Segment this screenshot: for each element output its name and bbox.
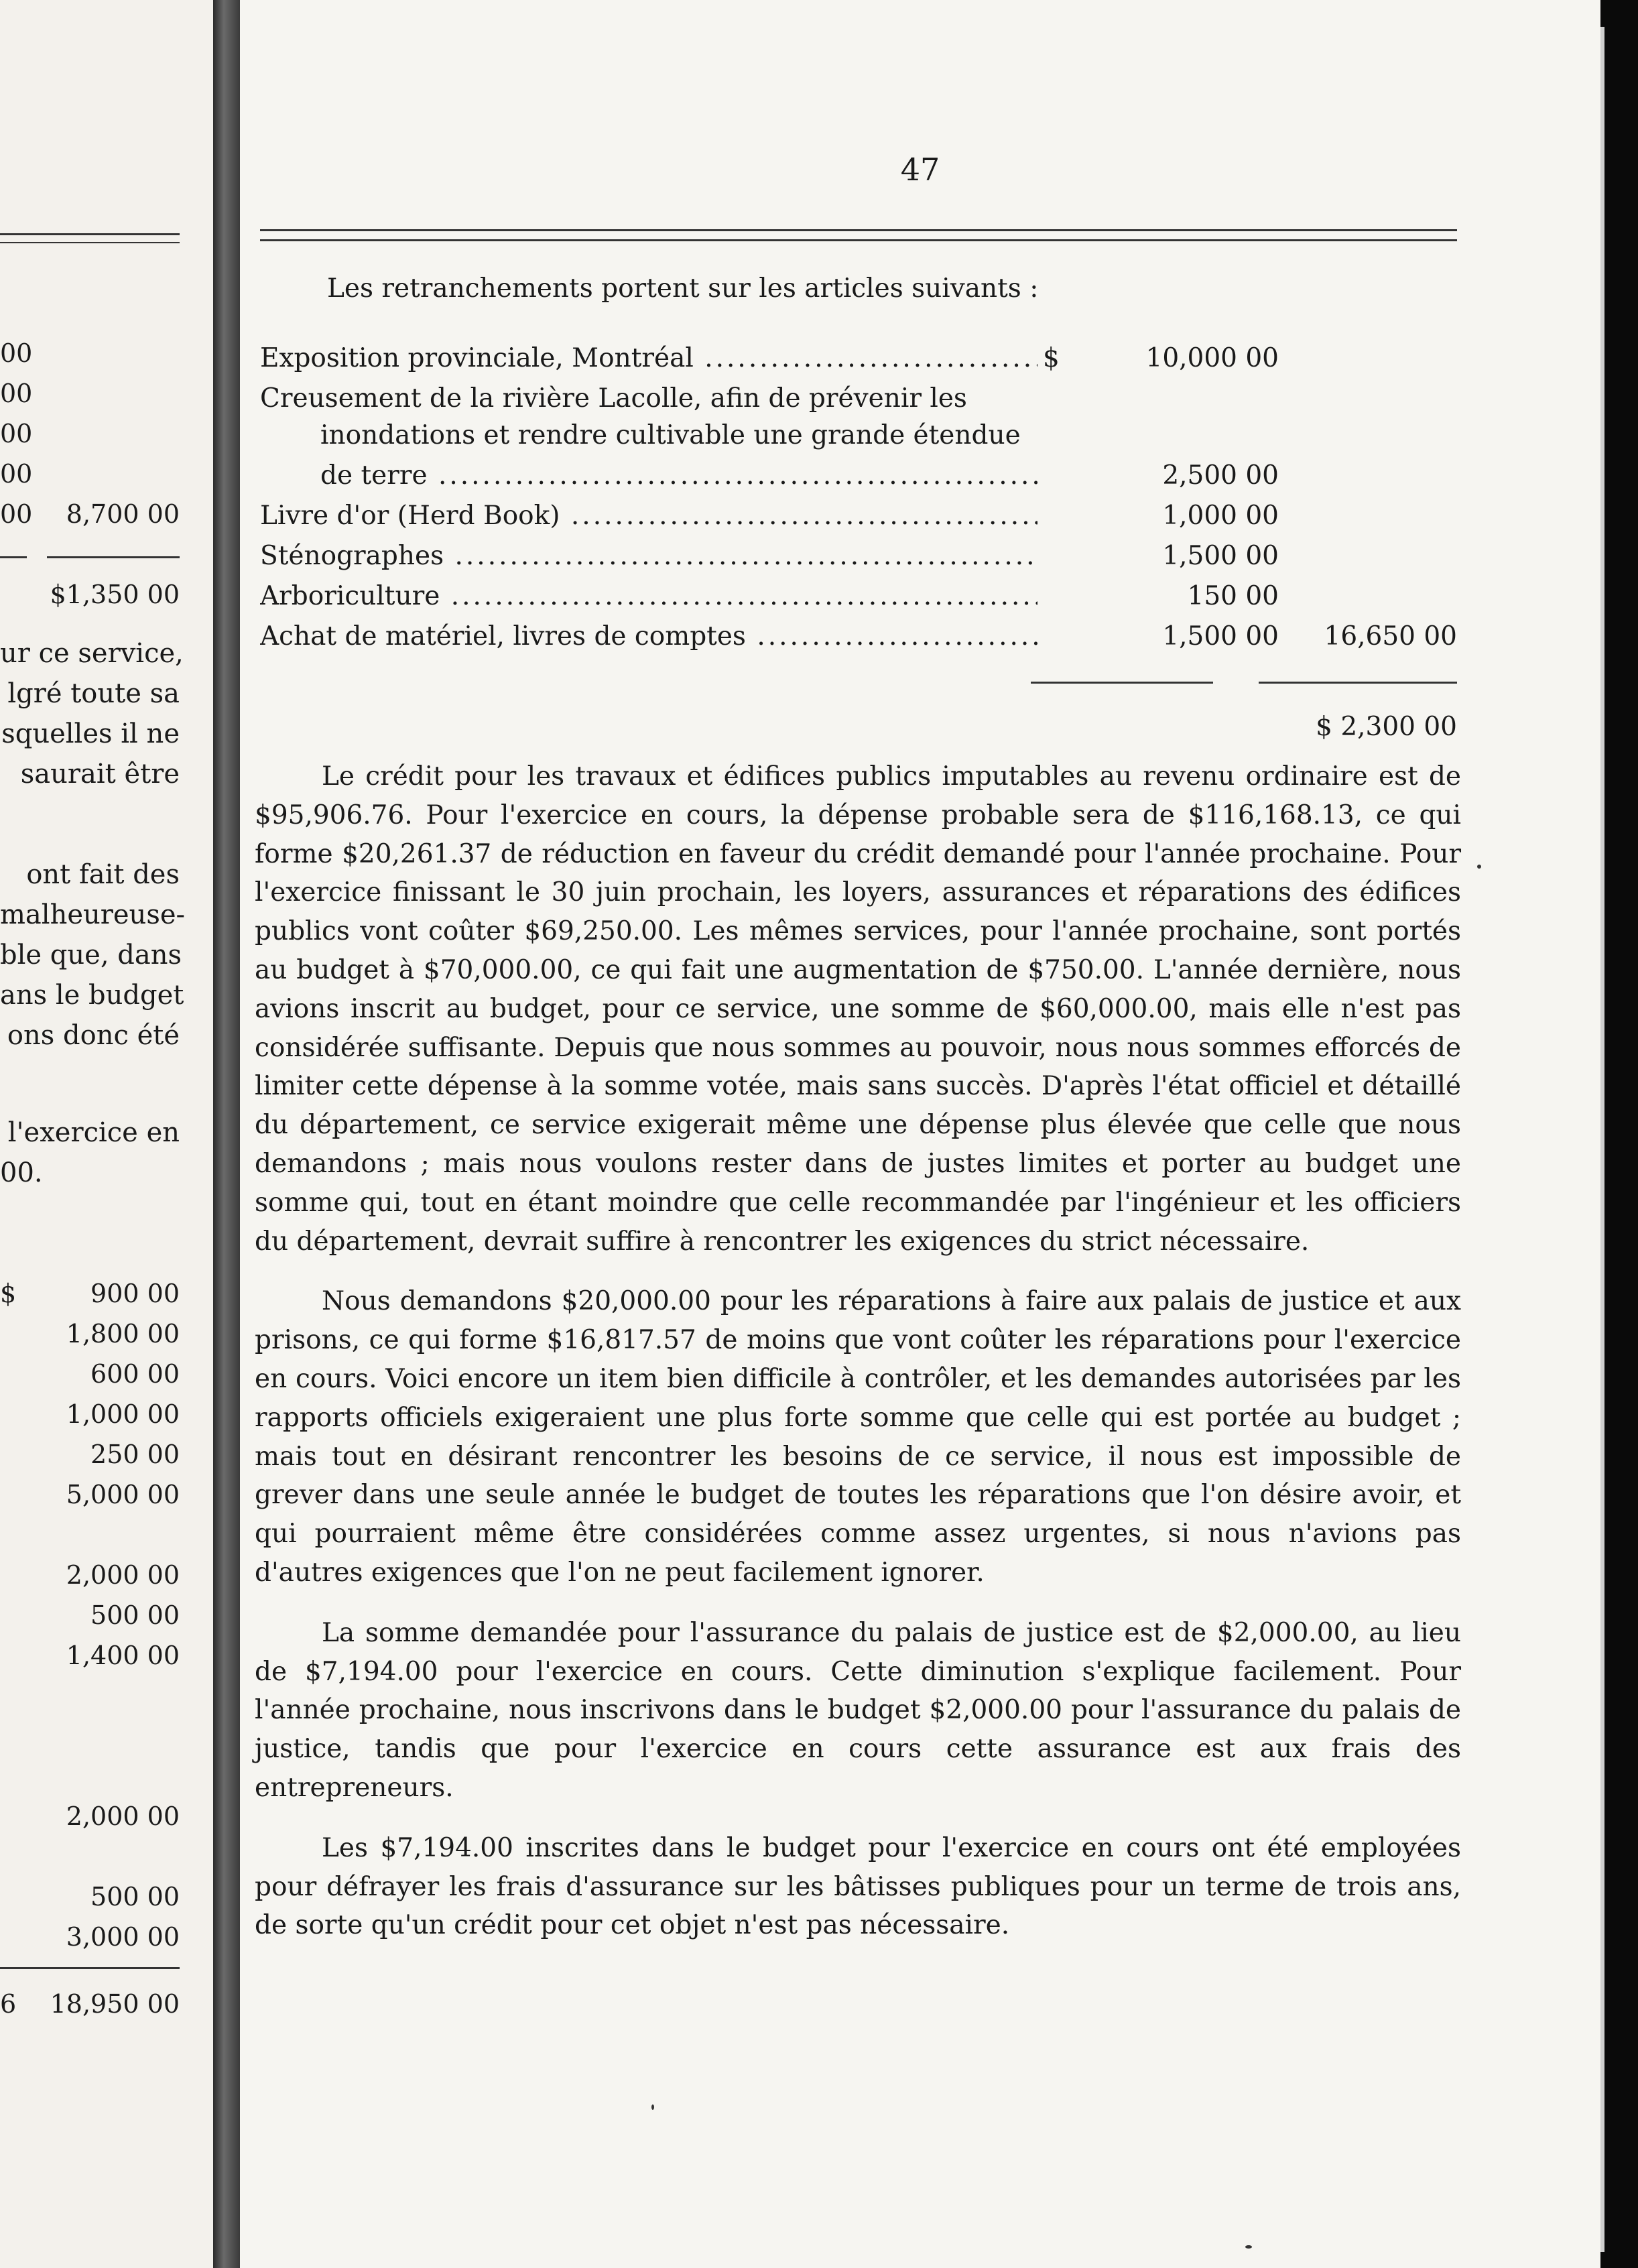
previous-page-fragment [0, 0, 213, 2268]
left-list-amount: 1,000 00 [66, 1399, 180, 1429]
left-grand-total-row [0, 1987, 180, 2021]
left-list-row [0, 1478, 180, 1511]
item-dollar: $ [1043, 343, 1060, 373]
left-amount-row [0, 336, 180, 370]
scan-right-margin [1600, 0, 1638, 2268]
item-row [260, 416, 1457, 456]
item-row [260, 379, 1457, 419]
left-list-row [0, 1598, 180, 1632]
item-label: Creusement de la rivière Lacolle, afin de prévenir les [260, 383, 967, 414]
header-rule-left [0, 233, 180, 243]
item-label: Livre d'or (Herd Book) ..... [260, 496, 1037, 536]
left-total: $1,350 00 [50, 580, 180, 609]
item-amount: 1,000 00 [1162, 501, 1279, 531]
left-amount: 00 [0, 419, 33, 448]
left-list-row [0, 1880, 180, 1913]
left-text-line: ans le budget [0, 980, 184, 1011]
left-grand-total: 18,950 00 [50, 1989, 180, 2019]
scan-speck [651, 2104, 654, 2110]
left-list-row [0, 1920, 180, 1954]
left-amount-row [0, 497, 180, 531]
item-amount: 1,500 00 [1162, 621, 1279, 651]
left-amount: 00 [0, 499, 33, 529]
left-amount: 00 [0, 459, 33, 489]
item-row [260, 338, 1457, 379]
left-text-line: ont fait des [26, 859, 180, 890]
scan-speck [1245, 2245, 1252, 2249]
scan-speck [1477, 865, 1481, 869]
left-list-amount: 500 00 [90, 1600, 180, 1630]
left-grand-prefix: 6 [0, 1989, 17, 2019]
intro-line: Les retranchements portent sur les articles suivants : [327, 273, 1039, 304]
left-text-line: 00. [0, 1157, 43, 1188]
left-rule [0, 1967, 180, 1969]
paragraph: La somme demandée pour l'assurance du palais de justice est de $2,000.00, au lieu de $7,194.00 pour l'exercice en cours. Cette diminution s'explique facilement. Pour l'année prochaine, nous inscrivons dans le budget $2,000.00 pour l'assurance du palais de justice, tandis que pour l'exercice en cours cette assurance est aux frais des entrepreneurs. [255, 1617, 1461, 1803]
left-list-amount: 900 00 [90, 1279, 180, 1308]
left-list-row [0, 1277, 180, 1310]
body-text [255, 757, 1461, 1966]
left-text-line: ble que, dans [0, 940, 182, 970]
left-list-amount: 5,000 00 [66, 1480, 180, 1509]
item-row [260, 576, 1457, 617]
items-total: 16,650 00 [1324, 621, 1457, 651]
left-list-row [0, 1639, 180, 1672]
item-amount: 10,000 00 [1145, 343, 1279, 373]
left-subtotal: 8,700 00 [66, 499, 180, 529]
left-list-amount: 500 00 [90, 1882, 180, 1911]
main-page [240, 0, 1600, 2268]
item-label: Sténographes ..... [260, 536, 1037, 576]
left-text-line: malheureuse- [0, 899, 186, 930]
left-amount: 00 [0, 379, 33, 408]
page-number: 47 [900, 151, 940, 188]
left-amount-row [0, 377, 180, 410]
left-text-line: saurait être [20, 759, 180, 790]
amount-rule [1031, 682, 1213, 684]
net-total: $ 2,300 00 [1316, 712, 1457, 742]
left-list-row [0, 1438, 180, 1471]
left-list-amount: 2,000 00 [66, 1802, 180, 1831]
left-amount-row [0, 457, 180, 491]
item-label: de terre ..... [320, 456, 1037, 496]
left-list-row [0, 1558, 180, 1592]
page-edge [1600, 27, 1604, 2252]
left-text-line: l'exercice en [7, 1117, 180, 1148]
left-list-amount: 3,000 00 [66, 1922, 180, 1952]
left-text-line: lgré toute sa [7, 678, 180, 709]
left-list-amount: 2,000 00 [66, 1560, 180, 1590]
total-rule [1259, 682, 1457, 684]
left-list-row [0, 1800, 180, 1833]
paragraph: Nous demandons $20,000.00 pour les réparations à faire aux palais de justice et aux prisons, ce qui forme $16,817.57 de moins que vont coûter les réparations pour l'exercice en cours. Voici encore un item bien difficile à contrôler, et les demandes autorisées par les rapports officiels exigeraient une plus forte somme que celle qui est portée au budget ; mais tout en désirant rencontrer les besoins de ce service, il nous est impossible de grever dans une seule année le budget de toutes les réparations que l'on désire avoir, et qui pourraient même être considérées comme assez urgentes, si nous n'avions pas d'autres exigences que l'on ne peut facilement ignorer. [255, 1286, 1461, 1588]
left-text-line: ur ce service, [0, 638, 184, 669]
item-label: inondations et rendre cultivable une grande étendue [320, 420, 1021, 450]
paragraph: Les $7,194.00 inscrites dans le budget pour l'exercice en cours ont été employées pour défrayer les frais d'assurance sur les bâtisses publiques pour un terme de trois ans, de sorte qu'un crédit pour cet objet n'est pas nécessaire. [255, 1832, 1461, 1941]
left-amount-row [0, 417, 180, 450]
item-row [260, 456, 1457, 496]
item-label: Exposition provinciale, Montréal ..... [260, 338, 1037, 379]
item-row [260, 617, 1457, 657]
left-rule [47, 556, 180, 558]
left-amount: 00 [0, 338, 33, 368]
left-text-line: ons donc été [7, 1020, 180, 1051]
left-list-amount: 600 00 [90, 1359, 180, 1389]
item-amount: 2,500 00 [1162, 460, 1279, 491]
left-list-amount: 1,400 00 [66, 1641, 180, 1670]
left-text-line: squelles il ne [1, 718, 180, 749]
left-list-row [0, 1317, 180, 1350]
item-row [260, 536, 1457, 576]
left-total-row [0, 578, 180, 611]
left-rule [0, 556, 27, 558]
left-list-row [0, 1397, 180, 1431]
paragraph: Le crédit pour les travaux et édifices publics imputables au revenu ordinaire est de $95,906.76. Pour l'exercice en cours, la dépense probable sera de $116,168.13, ce qui forme $20,261.37 de réduction en faveur du crédit demandé pour l'année prochaine. Pour l'exercice finissant le 30 juin prochain, les loyers, assurances et réparations des édifices publics vont coûter $69,250.00. Les mêmes services, pour l'année prochaine, sont portés au budget à $70,000.00, ce qui fait une augmentation de $750.00. L'année dernière, nous avions inscrit au budget, pour ce service, une somme de $60,000.00, mais elle n'est pas considérée suffisante. Depuis que nous sommes au pouvoir, nous nous sommes efforcés de limiter cette dépense à la somme votée, mais sans succès. D'après l'état officiel et détaillé du département, ce service exigerait même une dépense plus élevée que celle que nous demandons ; mais nous voulons rester dans de justes limites et porter au budget une somme qui, tout en étant moindre que celle recommandée par l'ingénieur et les officiers du département, devrait suffire à rencontrer les exigences du strict nécessaire. [255, 761, 1461, 1257]
left-list-row [0, 1357, 180, 1391]
item-row [260, 496, 1457, 536]
item-label: Arboriculture ..... [260, 576, 1037, 617]
left-dollar: $ [0, 1279, 17, 1308]
item-label: Achat de matériel, livres de comptes ..... [260, 617, 1037, 657]
left-list-amount: 250 00 [90, 1440, 180, 1469]
header-double-rule [260, 229, 1457, 241]
book-gutter [213, 0, 240, 2268]
item-amount: 1,500 00 [1162, 541, 1279, 571]
item-amount: 150 00 [1187, 581, 1279, 611]
left-list-amount: 1,800 00 [66, 1319, 180, 1348]
